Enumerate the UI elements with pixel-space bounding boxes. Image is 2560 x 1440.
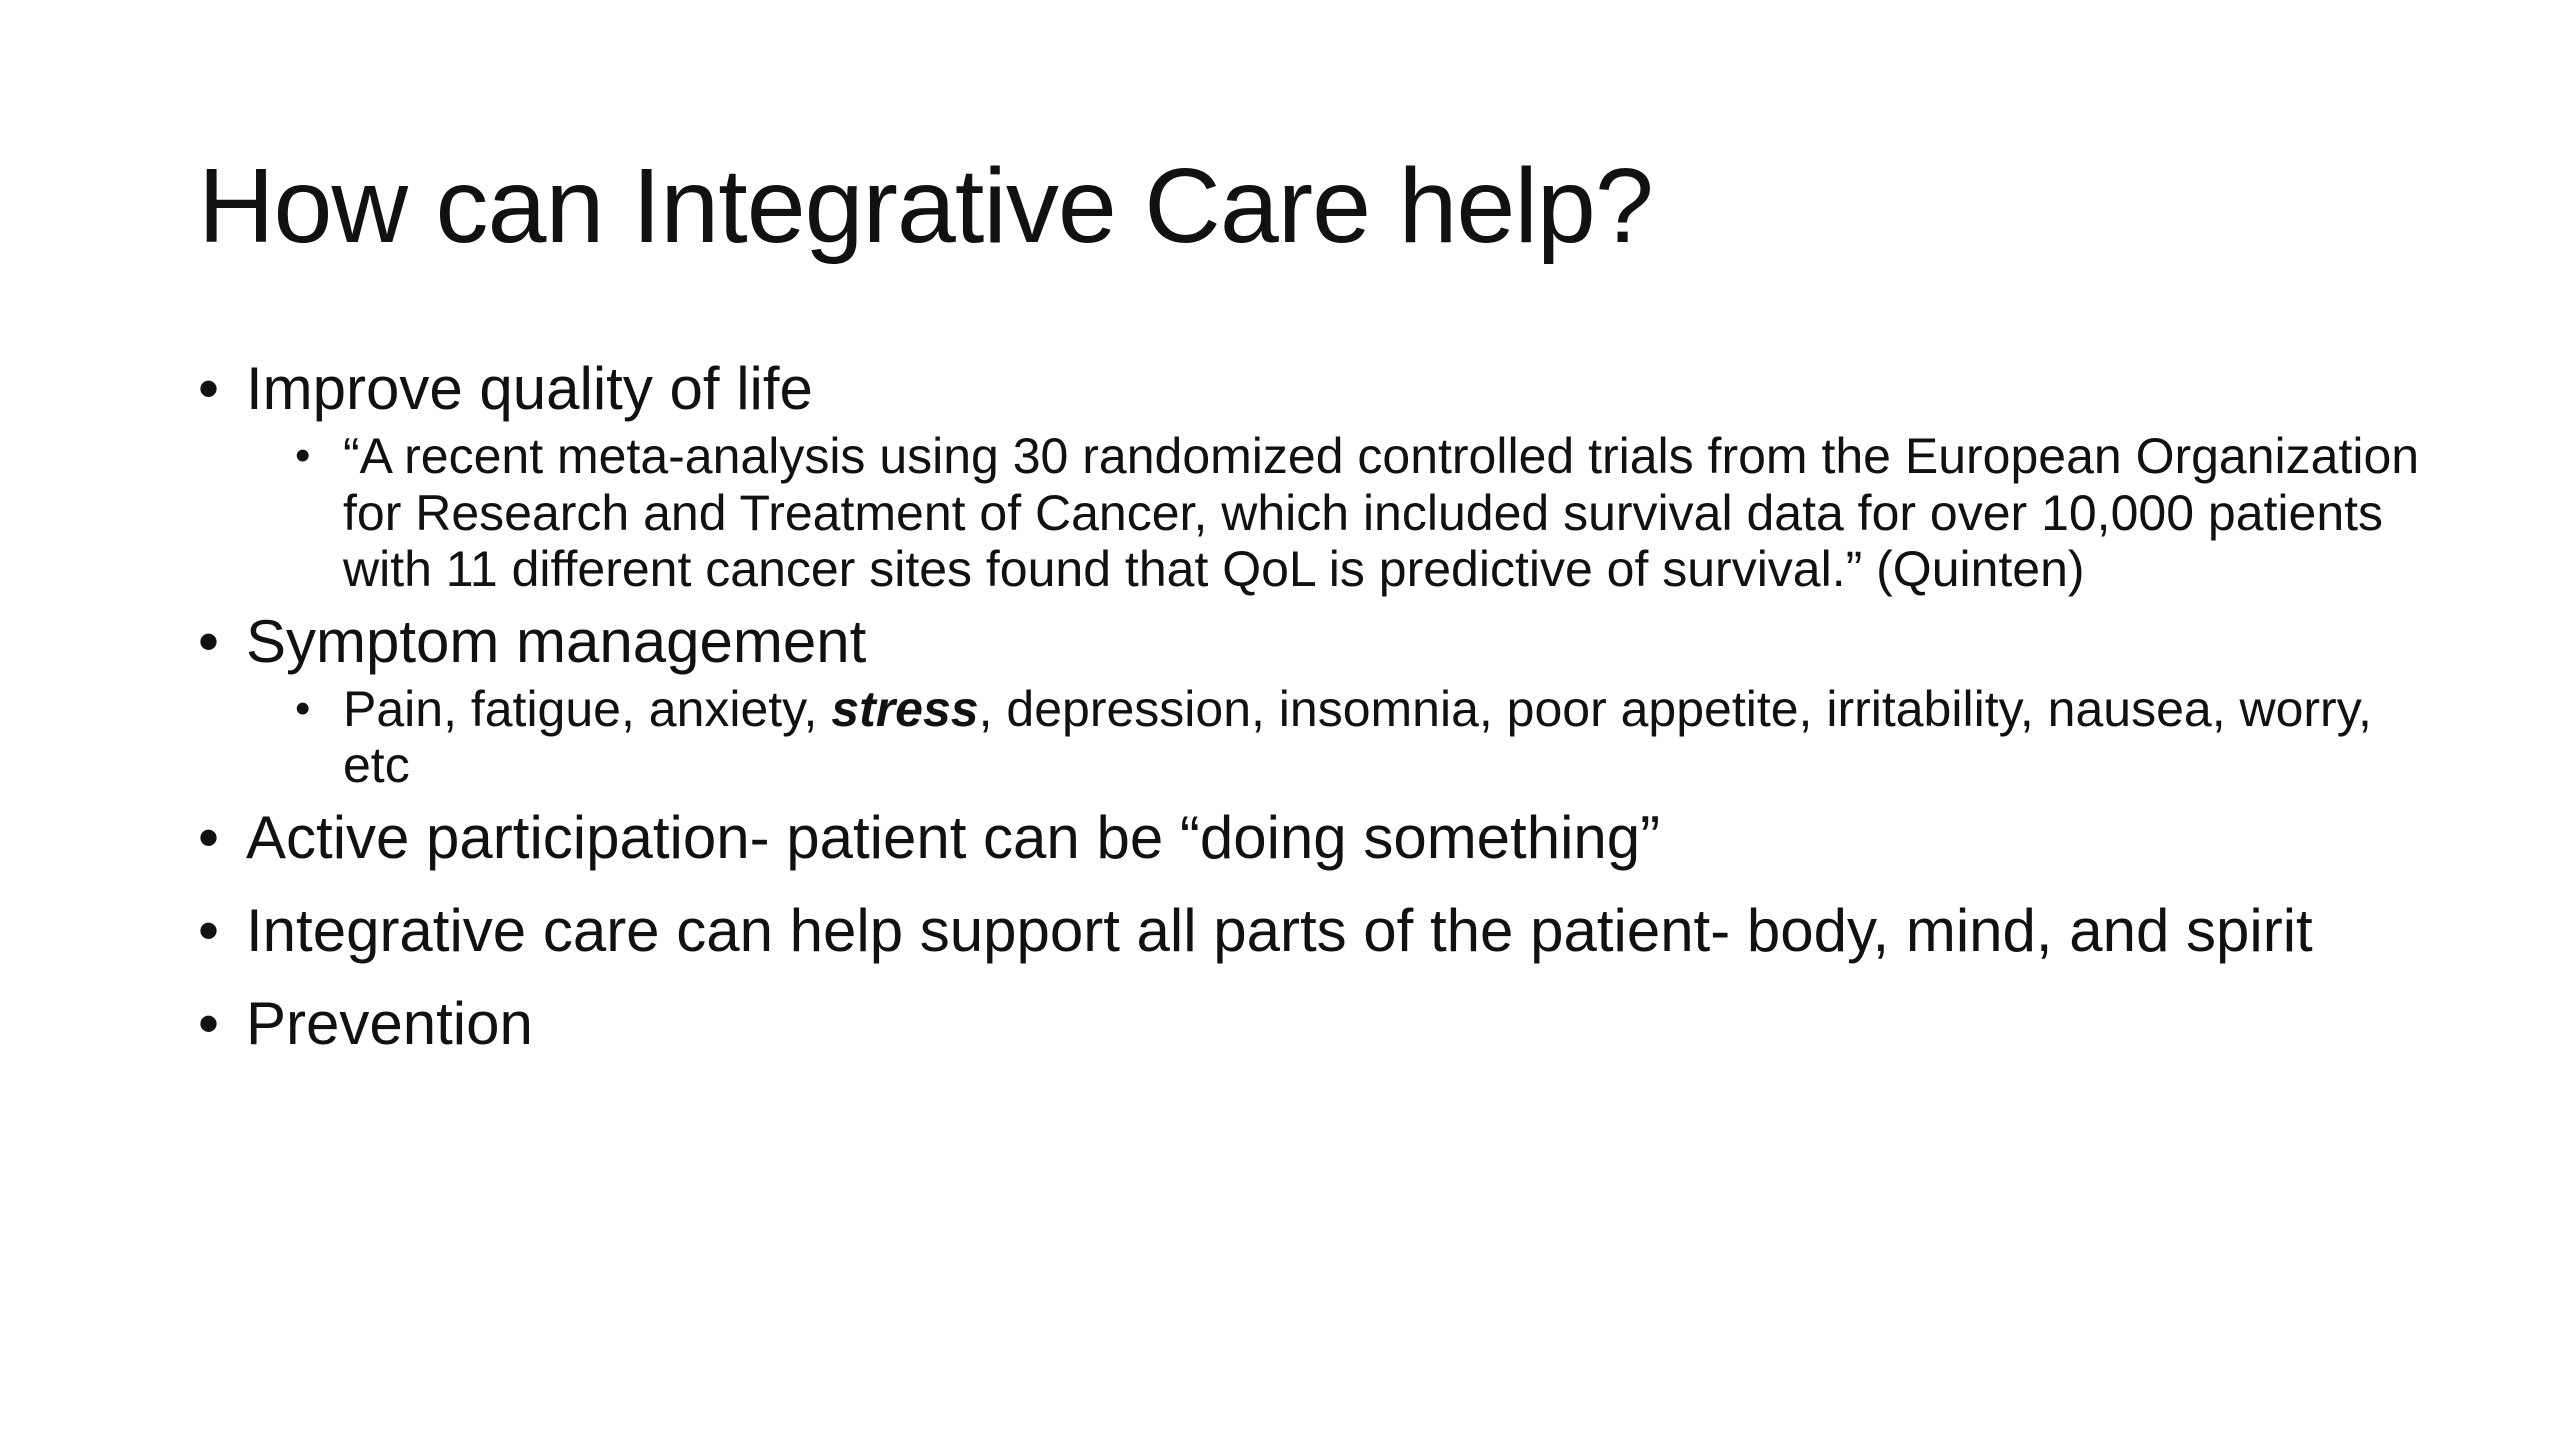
sub-bullet-symptoms [198,681,2428,794]
slide-title: How can Integrative Care help? [198,147,1653,265]
bullet-active-participation: • Active participation- patient can be “doing something” [198,804,2428,871]
symptoms-emphasis-stress: stress [831,680,979,737]
bullet-list [198,355,2428,1057]
bullet-symptom-management: • Symptom management [198,608,2428,675]
bullet-prevention: • Prevention [198,990,2428,1057]
symptoms-text-after: , depression, insomnia, poor appetite, irritability, nausea, worry, etc [343,680,2372,793]
bullet-quality-of-life: • Improve quality of life [198,355,2428,422]
bullet-integrative-support: • Integrative care can help support all parts of the patient- body, mind, and spirit [198,897,2428,964]
sub-bullet-meta-analysis-quote: • “A recent meta-analysis using 30 randomized controlled trials from the European Organization for Research and Treatment of Cancer, which included survival data for over 10,000 patients with 11 different cancer sites found that QoL is predictive of survival.” (Quinten) [198,428,2428,598]
symptoms-text-before: Pain, fatigue, anxiety, [343,680,832,737]
